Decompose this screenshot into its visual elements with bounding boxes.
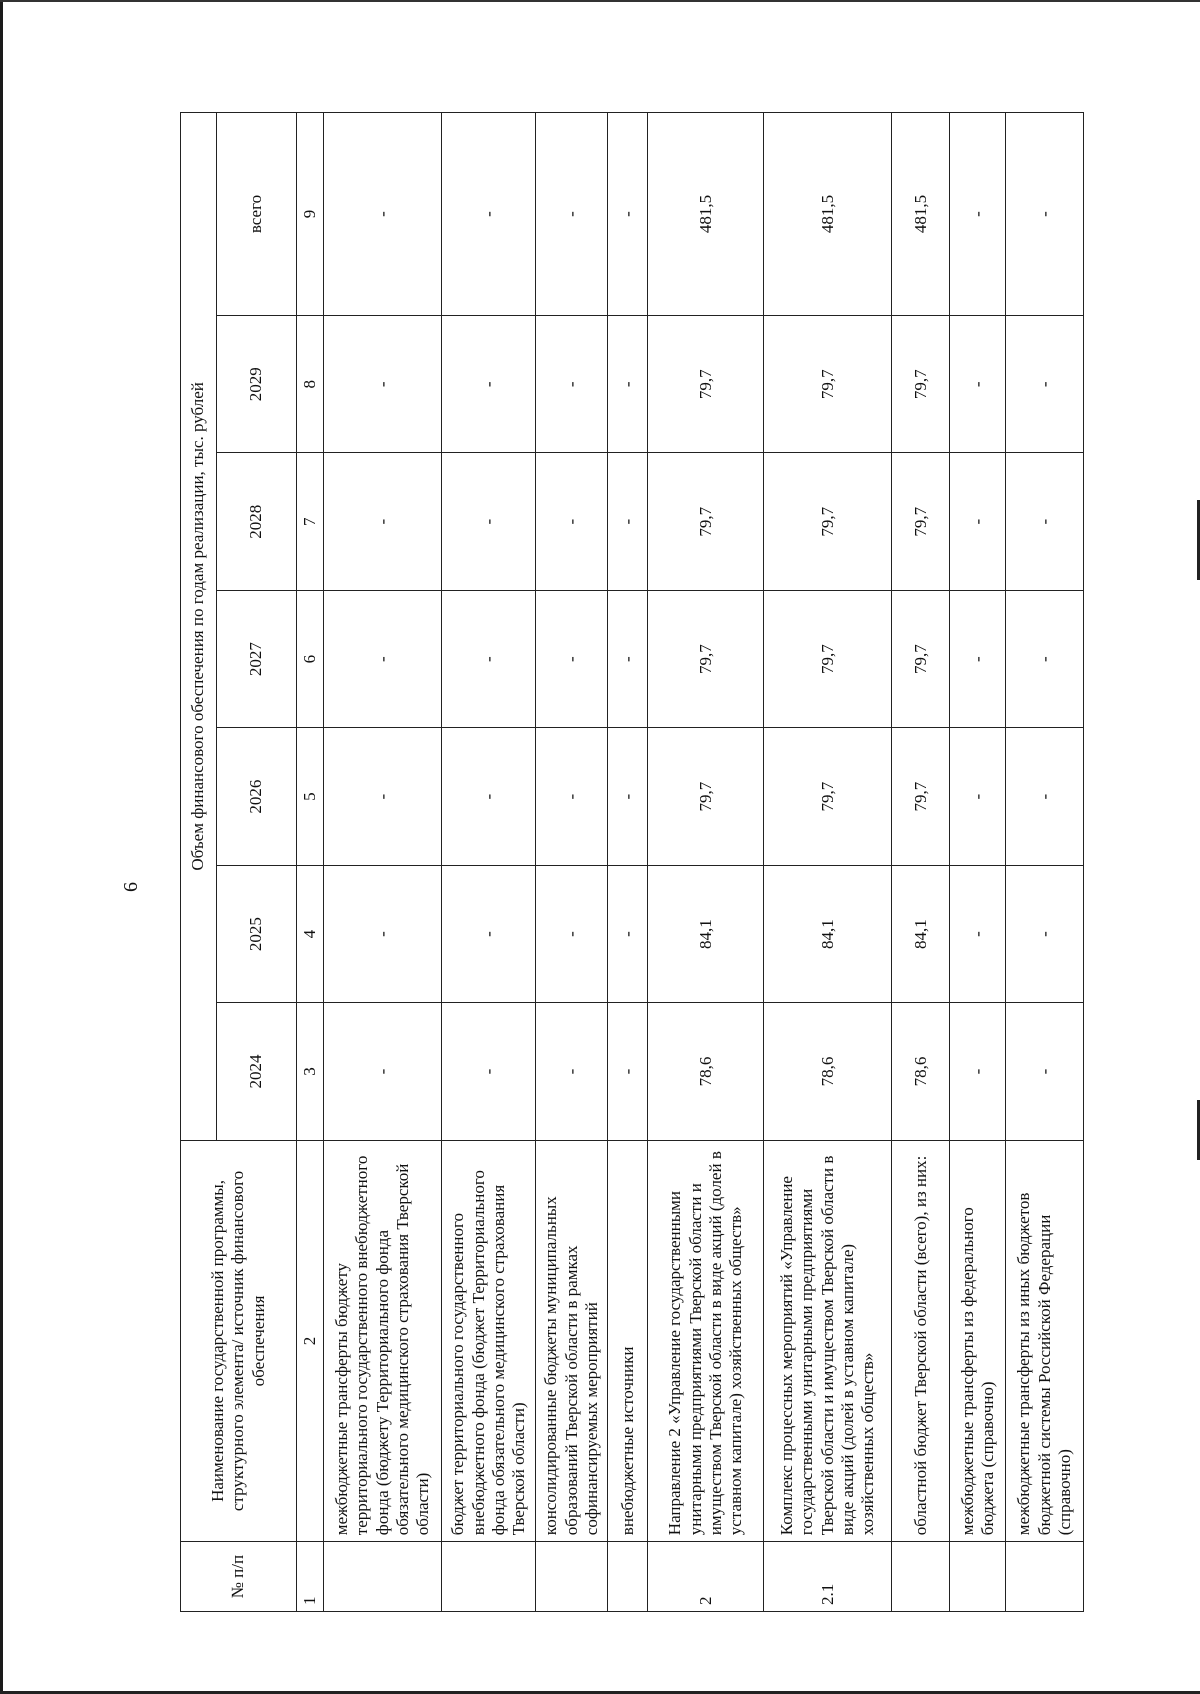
row-value: - — [950, 113, 1006, 316]
row-name: межбюджетные трансферты из иных бюджетов бюджетной системы Российской Федерации (справочно) — [1006, 1140, 1084, 1541]
column-number: 2 — [297, 1140, 324, 1541]
row-value: - — [608, 865, 648, 1002]
row-num — [950, 1542, 1006, 1612]
table-row — [950, 113, 1006, 1612]
row-value: - — [608, 316, 648, 453]
row-value: - — [950, 453, 1006, 590]
row-value: 79,7 — [648, 316, 764, 453]
row-value: - — [324, 113, 442, 316]
row-value: 79,7 — [892, 590, 950, 727]
column-number: 7 — [297, 453, 324, 590]
row-value: 79,7 — [892, 316, 950, 453]
row-value: 79,7 — [892, 453, 950, 590]
header-total: всего — [217, 113, 297, 316]
table-row — [1006, 113, 1084, 1612]
row-value: - — [950, 865, 1006, 1002]
row-value: - — [536, 590, 608, 727]
row-value: - — [536, 453, 608, 590]
row-value: - — [536, 316, 608, 453]
row-value: - — [536, 1003, 608, 1140]
scan-edge-left — [0, 0, 3, 1694]
row-value: - — [1006, 728, 1084, 865]
header-year: 2027 — [217, 590, 297, 727]
row-value: 481,5 — [764, 113, 892, 316]
row-name: консолидированные бюджеты муниципальных образований Тверской области в рамках софинансируемых мероприятий — [536, 1140, 608, 1541]
financing-table — [180, 112, 1084, 1612]
row-value: - — [442, 728, 536, 865]
row-num: 2 — [648, 1542, 764, 1612]
row-value: - — [324, 728, 442, 865]
page-number: 6 — [120, 882, 142, 892]
row-name: межбюджетные трансферты бюджету территориального государственного внебюджетного фонда (бюджету Территориального фонда обязательного медицинского страхования Тверской области) — [324, 1140, 442, 1541]
row-value: - — [950, 728, 1006, 865]
column-number: 4 — [297, 865, 324, 1002]
header-year: 2024 — [217, 1003, 297, 1140]
row-value: - — [608, 1003, 648, 1140]
row-value: - — [536, 728, 608, 865]
row-value: 79,7 — [764, 453, 892, 590]
row-value: - — [950, 316, 1006, 453]
table-row — [324, 113, 442, 1612]
row-value: 79,7 — [764, 728, 892, 865]
row-value: - — [324, 590, 442, 727]
row-value: 481,5 — [892, 113, 950, 316]
table-row — [764, 113, 892, 1612]
row-value: - — [1006, 113, 1084, 316]
row-value: - — [1006, 453, 1084, 590]
row-value: - — [1006, 1003, 1084, 1140]
header-year: 2029 — [217, 316, 297, 453]
table-row — [892, 113, 950, 1612]
rotated-page — [120, 112, 1104, 1612]
row-value: - — [324, 316, 442, 453]
column-number: 8 — [297, 316, 324, 453]
table-row — [608, 113, 648, 1612]
row-value: 79,7 — [764, 590, 892, 727]
scan-edge-top — [0, 0, 1200, 2]
column-number: 3 — [297, 1003, 324, 1140]
row-value: 79,7 — [648, 728, 764, 865]
row-value: 79,7 — [648, 453, 764, 590]
row-value: - — [950, 1003, 1006, 1140]
row-num — [442, 1542, 536, 1612]
row-value: 79,7 — [764, 316, 892, 453]
row-num: 2.1 — [764, 1542, 892, 1612]
row-value: - — [442, 453, 536, 590]
column-number: 9 — [297, 113, 324, 316]
row-value: - — [324, 865, 442, 1002]
column-number: 6 — [297, 590, 324, 727]
row-num — [608, 1542, 648, 1612]
header-year: 2025 — [217, 865, 297, 1002]
column-number: 5 — [297, 728, 324, 865]
header-num: № п/п — [181, 1542, 297, 1612]
row-name: Комплекс процессных мероприятий «Управление государственными унитарными предприятиями Тверской области и имуществом Тверской области в виде акций (долей в уставном капитале) хозяйственных обществ» — [764, 1140, 892, 1541]
row-value: 78,6 — [764, 1003, 892, 1140]
row-value: 481,5 — [648, 113, 764, 316]
row-num — [892, 1542, 950, 1612]
row-name: Направление 2 «Управление государственными унитарными предприятиями Тверской области и имуществом Тверской области в виде акций (долей в уставном капитале) хозяйственных обществ» — [648, 1140, 764, 1541]
row-value: - — [1006, 590, 1084, 727]
row-value: - — [608, 453, 648, 590]
row-value: 79,7 — [892, 728, 950, 865]
row-value: - — [536, 113, 608, 316]
column-number: 1 — [297, 1542, 324, 1612]
column-number-row — [297, 113, 324, 1612]
row-num — [324, 1542, 442, 1612]
row-value: - — [324, 453, 442, 590]
row-name: внебюджетные источники — [608, 1140, 648, 1541]
row-value: - — [608, 113, 648, 316]
row-value: - — [442, 316, 536, 453]
row-value: 78,6 — [892, 1003, 950, 1140]
row-num — [536, 1542, 608, 1612]
table-row — [442, 113, 536, 1612]
row-value: - — [1006, 865, 1084, 1002]
row-name: бюджет территориального государственного внебюджетного фонда (бюджет Территориального фонда обязательного медицинского страхования Тверской области) — [442, 1140, 536, 1541]
row-value: 84,1 — [892, 865, 950, 1002]
header-year: 2028 — [217, 453, 297, 590]
row-value: - — [442, 1003, 536, 1140]
header-group: Объем финансового обеспечения по годам реализации, тыс. рублей — [181, 113, 217, 1141]
row-value: 79,7 — [648, 590, 764, 727]
row-value: - — [608, 590, 648, 727]
row-value: - — [950, 590, 1006, 727]
row-value: - — [608, 728, 648, 865]
row-num — [1006, 1542, 1084, 1612]
header-year: 2026 — [217, 728, 297, 865]
row-name: межбюджетные трансферты из федерального бюджета (справочно) — [950, 1140, 1006, 1541]
row-value: 84,1 — [764, 865, 892, 1002]
row-value: - — [442, 865, 536, 1002]
table-row — [648, 113, 764, 1612]
row-value: 78,6 — [648, 1003, 764, 1140]
row-value: 84,1 — [648, 865, 764, 1002]
table-row — [536, 113, 608, 1612]
row-name: областной бюджет Тверской области (всего), из них: — [892, 1140, 950, 1541]
row-value: - — [442, 113, 536, 316]
header-name: Наименование государственной программы, структурного элемента/ источник финансового обеспечения — [181, 1140, 297, 1541]
row-value: - — [324, 1003, 442, 1140]
row-value: - — [1006, 316, 1084, 453]
row-value: - — [442, 590, 536, 727]
row-value: - — [536, 865, 608, 1002]
